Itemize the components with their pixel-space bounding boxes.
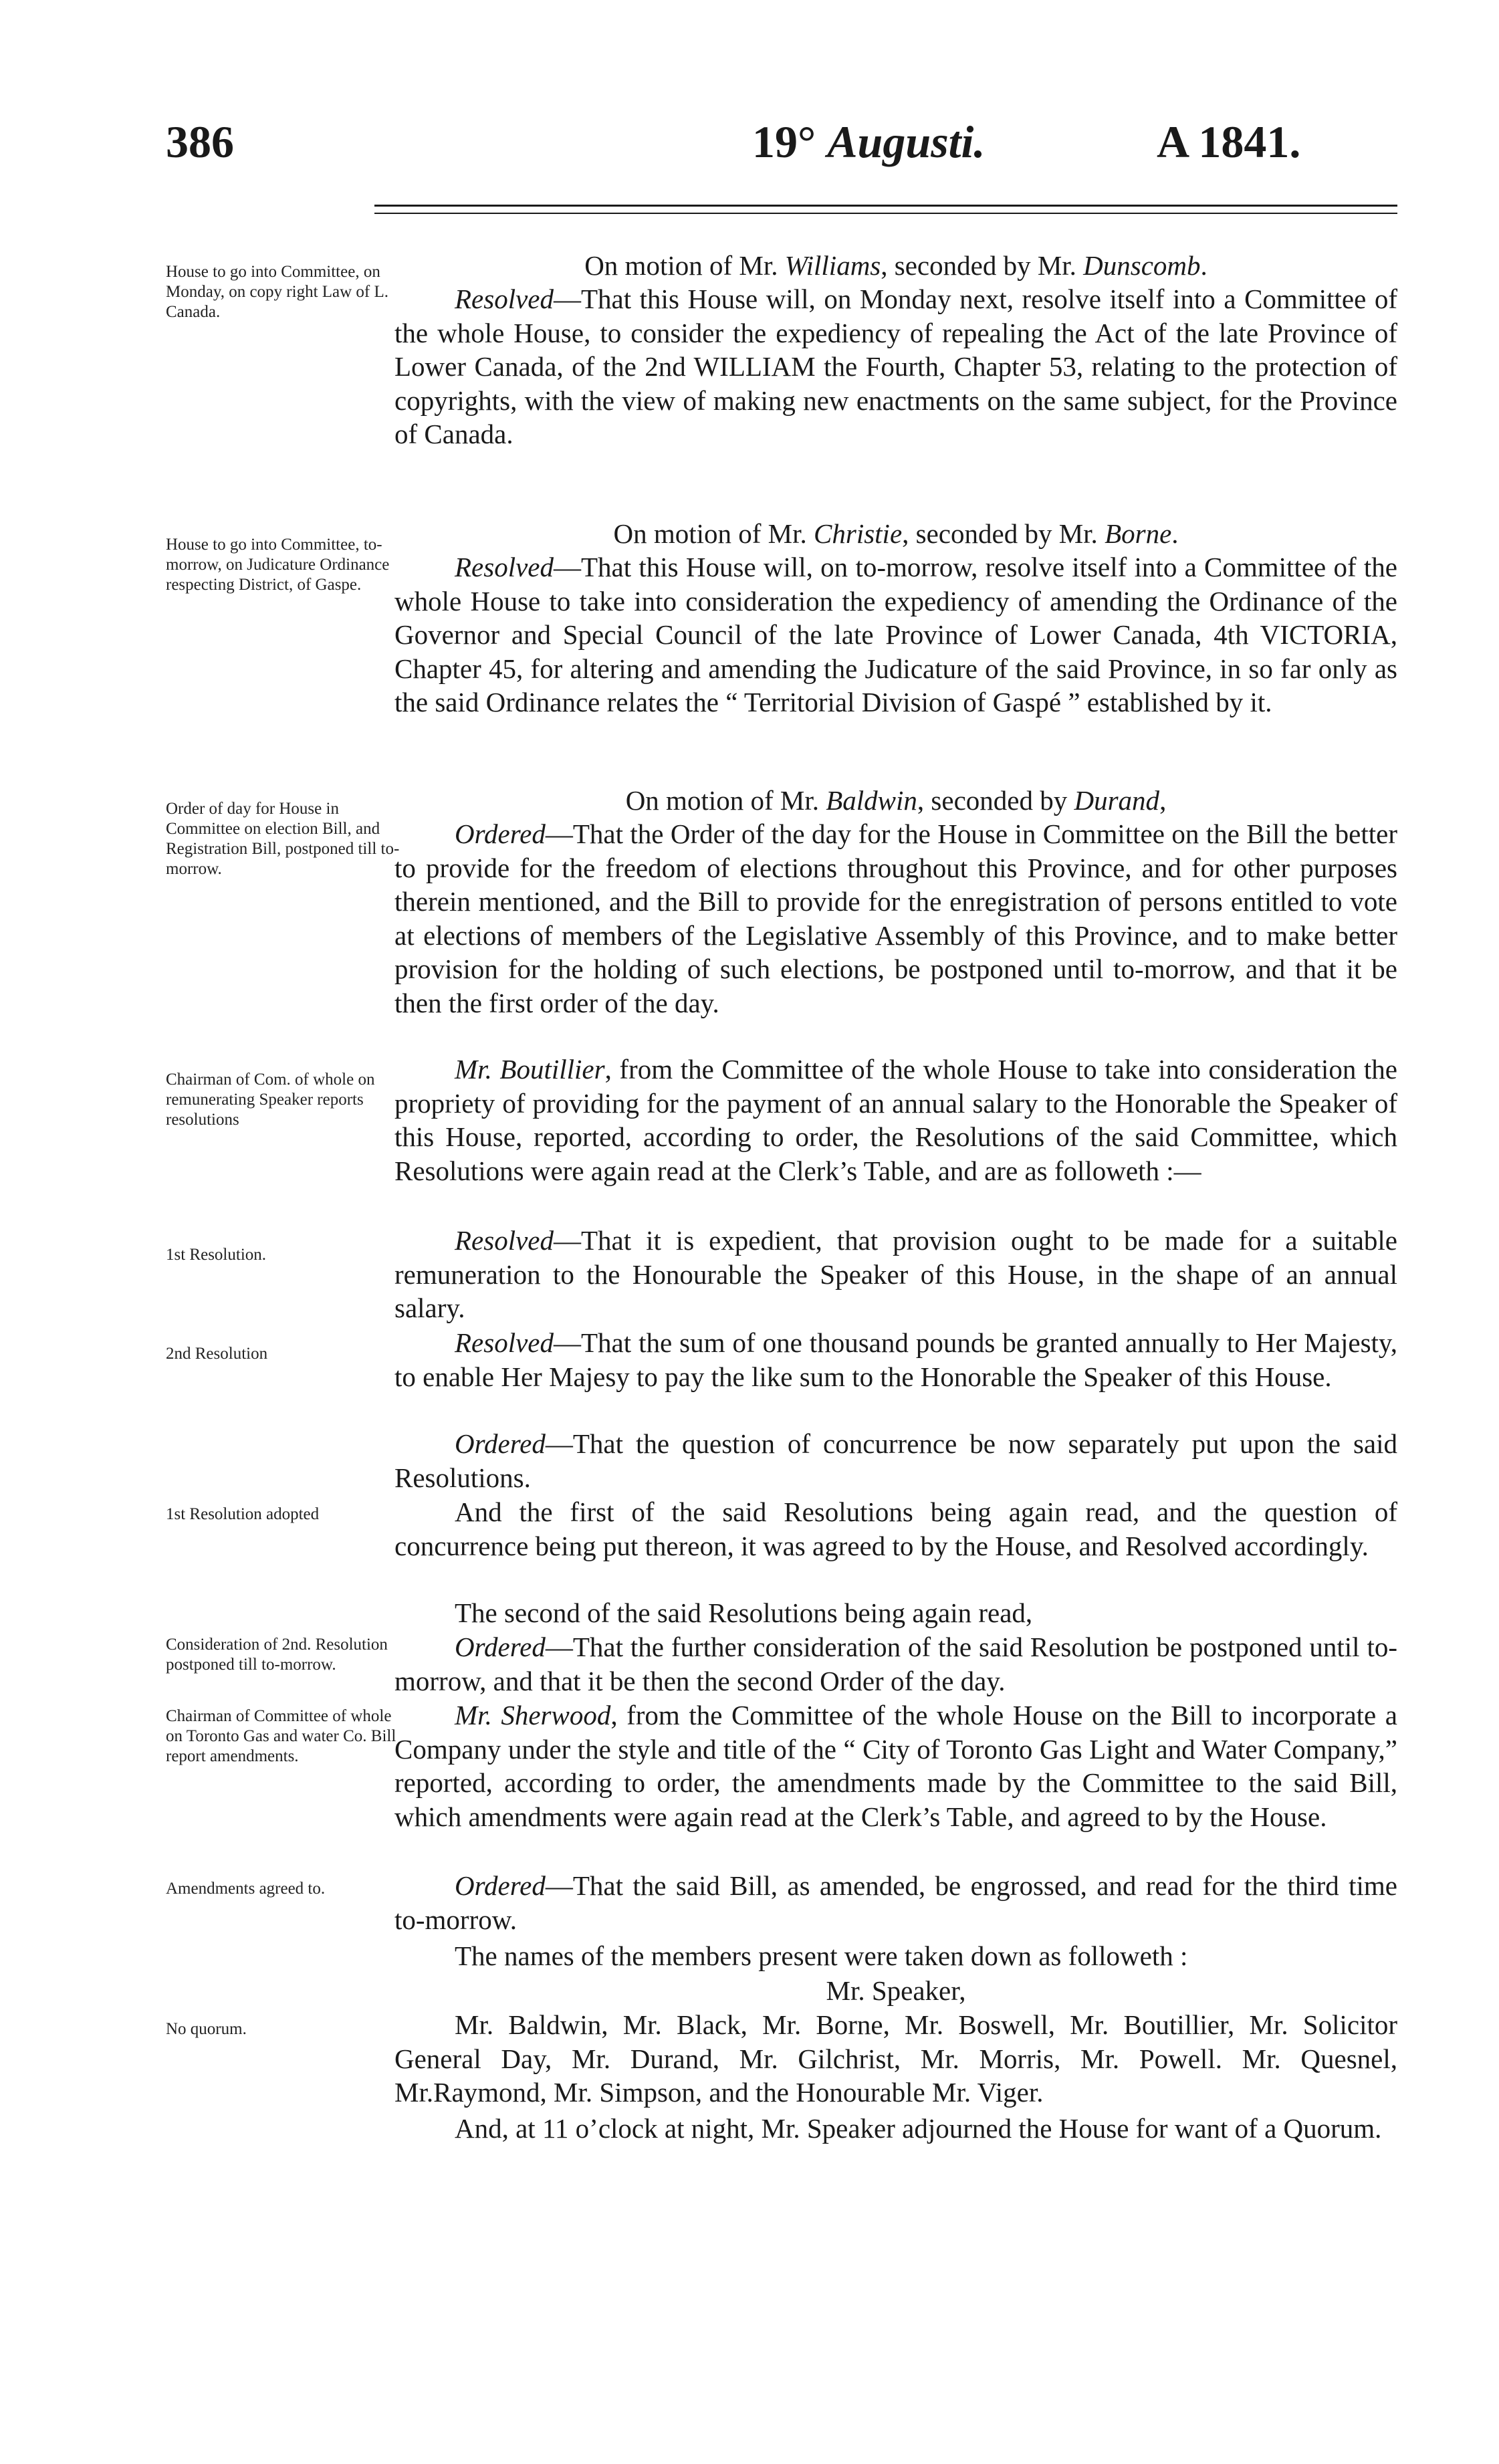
margin-note: Chairman of Com. of whole on remunerating Speaker reports resolutions xyxy=(166,1071,375,1129)
margin-note: Amendments agreed to. xyxy=(166,1880,326,1898)
report-paragraph: Mr. Boutillier, from the Committee of the whole House to take into consideration the propriety of providing for the payment of an annual salary to the Honorable the Speaker of this House, reported, according to order, the Resolutions of the said Committee, which Resolutions were again read at the Clerk’s Table, and are as followeth :— xyxy=(394,1054,1397,1186)
margin-note: House to go into Committee, to-morrow, on Judicature Ordinance respecting District, of Gaspe. xyxy=(166,536,390,594)
motion-line: On motion of Mr. Christie, seconded by Mr. Borne. xyxy=(613,518,1179,549)
header-date xyxy=(752,116,986,167)
margin-note: 2nd Resolution xyxy=(166,1345,268,1363)
margin-note: House to go into Committee, on Monday, on copy right Law of L. Canada. xyxy=(166,263,389,321)
report-paragraph: Mr. Sherwood, from the Committee of the whole House on the Bill to incorporate a Company under the style and title of the “ City of Toronto Gas Light and Water Company,” reported, according to order, the amendments made by the Committee to the said Bill, which amendments were again read at the Clerk’s Table, and agreed to by the House. xyxy=(394,1700,1397,1832)
header-year: A 1841. xyxy=(1157,116,1301,167)
margin-note: Order of day for House in Committee on election Bill, and Registration Bill, postponed till to-morrow. xyxy=(166,800,400,878)
speaker-line: Mr. Speaker, xyxy=(826,1975,966,2006)
margin-note: Consideration of 2nd. Resolution postponed till to-morrow. xyxy=(166,1636,388,1674)
header-day: 19° xyxy=(752,116,816,167)
motion-line: On motion of Mr. Williams, seconded by Mr. Dunscomb. xyxy=(584,250,1207,281)
reading-paragraph: The second of the said Resolutions being again read, xyxy=(455,1597,1033,1628)
order-paragraph: Ordered—That the further consideration of the said Resolution be postponed until to-morrow, and that it be then the second Order of the day. xyxy=(394,1632,1397,1696)
resolution-paragraph: Resolved—That it is expedient, that provision ought to be made for a suitable remuneration to the Honourable the Speaker of this House, in the shape of an annual salary. xyxy=(394,1225,1397,1324)
adjournment-paragraph: And, at 11 o’clock at night, Mr. Speaker adjourned the House for want of a Quorum. xyxy=(455,2113,1382,2144)
concurrence-paragraph: And the first of the said Resolutions being again read, and the question of concurrence being put thereon, it was agreed to by the House, and Resolved accordingly. xyxy=(394,1496,1397,1561)
resolution-paragraph: Resolved—That this House will, on to-morrow, resolve itself into a Committee of the whole House to take into consideration the expediency of amending the Ordinance of the Governor and Special Council of the late Province of Lower Canada, 4th VICTORIA, Chapter 45, for altering and amending the Judicature of the said Province, in so far only as the said Ordinance relates the “ Territorial Division of Gaspé ” established by it. xyxy=(394,552,1397,718)
page-number: 386 xyxy=(166,116,234,167)
header-rule-top xyxy=(374,205,1397,207)
header-rule-bottom xyxy=(374,213,1397,214)
resolution-paragraph: Resolved—That the sum of one thousand pounds be granted annually to Her Majesty, to enable Her Majesy to pay the like sum to the Honorable the Speaker of this House. xyxy=(394,1327,1397,1392)
members-intro: The names of the members present were taken down as followeth : xyxy=(455,1940,1188,1971)
order-paragraph: Ordered—That the Order of the day for the House in Committee on the Bill the better to provide for the freedom of elections throughout this Province, and for other purposes therein mentioned, and the Bill to provide for the enregistration of persons entitled to vote at elections of members of the Legislative Assembly of this Province, and to make better provision for the holding of such elections, be postponed until to-morrow, and that it be then the first order of the day. xyxy=(394,818,1397,1018)
members-list: Mr. Baldwin, Mr. Black, Mr. Borne, Mr. Boswell, Mr. Boutillier, Mr. Solicitor General Day, Mr. Durand, Mr. Gilchrist, Mr. Morris, Mr. Powell. Mr. Quesnel, Mr.Raymond, Mr. Simpson, and the Honourable Mr. Viger. xyxy=(394,2009,1397,2108)
margin-note: Chairman of Committee of whole on Toronto Gas and water Co. Bill report amendments. xyxy=(166,1707,396,1765)
margin-note: 1st Resolution. xyxy=(166,1246,267,1264)
order-paragraph: Ordered—That the question of concurrence be now separately put upon the said Resolutions. xyxy=(394,1428,1397,1493)
motion-line: On motion of Mr. Baldwin, seconded by Durand, xyxy=(625,785,1167,816)
margin-note: 1st Resolution adopted xyxy=(166,1505,320,1523)
header-month: Augusti. xyxy=(827,116,986,167)
order-paragraph: Ordered—That the said Bill, as amended, be engrossed, and read for the third time to-morrow. xyxy=(394,1870,1397,1935)
margin-note: No quorum. xyxy=(166,2020,247,2038)
resolution-paragraph: Resolved—That this House will, on Monday next, resolve itself into a Committee of the whole House, to consider the expediency of repealing the Act of the late Province of Lower Canada, of the 2nd WILLIAM the Fourth, Chapter 53, relating to the protection of copyrights, with the view of making new enactments on the same subject, for the Province of Canada. xyxy=(394,284,1397,450)
